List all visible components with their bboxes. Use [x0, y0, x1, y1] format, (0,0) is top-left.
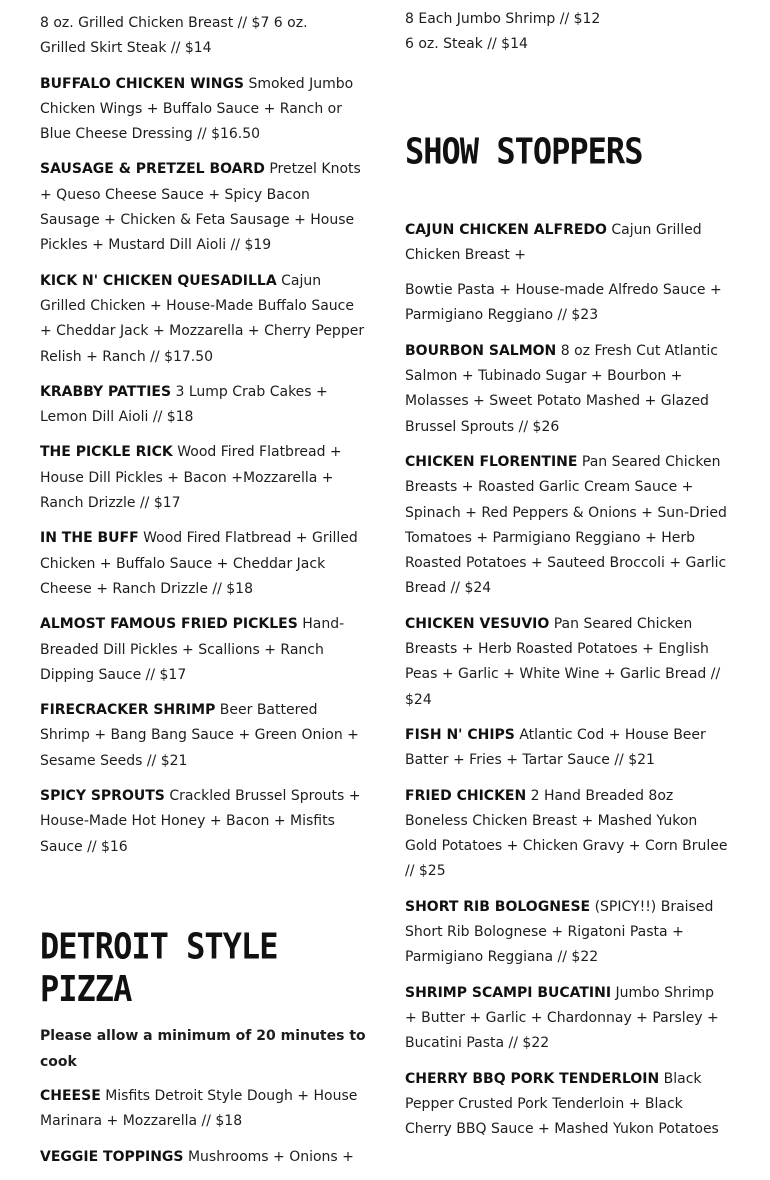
right-column: [405, 7, 730, 1152]
menu-item-chicken-florentine: CHICKEN FLORENTINE Pan Seared Chicken Breasts + Roasted Garlic Cream Sauce + Spinach + Red Peppers & Onions + Sun-Dried Tomatoes + Parmigiano Reggiano + Herb Roasted Potatoes + Sauteed Broccoli + Garlic Bread // $24: [405, 453, 727, 597]
menu-item-spicy-sprouts: SPICY SPROUTS Crackled Brussel Sprouts + House-Made Hot Honey + Bacon + Misfits Sauce // $16: [40, 788, 361, 855]
menu-item-short-rib-bolognese: SHORT RIB BOLOGNESE (SPICY!!) Braised Short Rib Bolognese + Rigatoni Pasta + Parmigiano Reggiana // $22: [405, 898, 714, 966]
menu-item-in-the-buff: IN THE BUFF Wood Fired Flatbread + Grilled Chicken + Buffalo Sauce + Cheddar Jack Cheese + Ranch Drizzle // $18: [40, 530, 358, 597]
show-stoppers-heading: SHOW STOPPERS: [405, 129, 643, 173]
menu-item-fried-chicken: FRIED CHICKEN 2 Hand Breaded 8oz Boneless Chicken Breast + Mashed Yukon Gold Potatoes + Chicken Gravy + Corn Brulee // $25: [405, 787, 728, 880]
menu-item-cajun-chicken-alfredo: CAJUN CHICKEN ALFREDO Cajun Grilled Chicken Breast +: [405, 221, 702, 263]
menu-item-chicken-vesuvio: CHICKEN VESUVIO Pan Seared Chicken Breasts + Herb Roasted Potatoes + English Peas + Garlic + White Wine + Garlic Bread // $24: [405, 615, 721, 708]
menu-item-firecracker-shrimp: FIRECRACKER SHRIMP Beer Battered Shrimp + Bang Bang Sauce + Green Onion + Sesame Seeds // $21: [40, 702, 359, 769]
menu-item-cherry-bbq-pork-tenderloin: CHERRY BBQ PORK TENDERLOIN Black Pepper Crusted Pork Tenderloin + Black Cherry BBQ Sauce + Mashed Yukon Potatoes: [405, 1070, 719, 1138]
pizza-heading: DETROIT STYLE PIZZA: [40, 924, 278, 1011]
left-column: [40, 11, 370, 1180]
menu-item-cajun-chicken-alfredo-cont: Bowtie Pasta + House-made Alfredo Sauce + Parmigiano Reggiano // $23: [405, 282, 722, 324]
menu-item-fried-pickles: ALMOST FAMOUS FRIED PICKLES Hand-Breaded Dill Pickles + Scallions + Ranch Dipping Sauce // $17: [40, 616, 345, 683]
pizza-item-cheese: CHEESE Misfits Detroit Style Dough + House Marinara + Mozzarella // $18: [40, 1087, 358, 1130]
pizza-note: Please allow a minimum of 20 minutes to cook: [40, 1027, 366, 1070]
menu-item-shrimp-scampi-bucatini: SHRIMP SCAMPI BUCATINI Jumbo Shrimp + Butter + Garlic + Chardonnay + Parsley + Bucatini Pasta // $22: [405, 984, 719, 1052]
menu-item-sausage-pretzel-board: SAUSAGE & PRETZEL BOARD Pretzel Knots + Queso Cheese Sauce + Spicy Bacon Sausage + Chicken & Feta Sausage + House Pickles + Mustard Dill Aioli // $19: [40, 161, 361, 254]
menu-item-fish-n-chips: FISH N' CHIPS Atlantic Cod + House Beer Batter + Fries + Tartar Sauce // $21: [405, 726, 706, 769]
menu-item-pickle-rick: THE PICKLE RICK Wood Fired Flatbread + House Dill Pickles + Bacon +Mozzarella + Ranch Drizzle // $17: [40, 444, 342, 512]
menu-item-krabby-patties: KRABBY PATTIES 3 Lump Crab Cakes + Lemon Dill Aioli // $18: [40, 383, 328, 426]
pizza-item-veggie-toppings: VEGGIE TOPPINGS Mushrooms + Onions +: [40, 1148, 354, 1165]
right-top-line: 8 Each Jumbo Shrimp // $12 6 oz. Steak // $14: [405, 11, 601, 53]
left-top-line: 8 oz. Grilled Chicken Breast // $7 6 oz. Grilled Skirt Steak // $14: [40, 15, 308, 57]
menu-item-bourbon-salmon: BOURBON SALMON 8 oz Fresh Cut Atlantic Salmon + Tubinado Sugar + Bourbon + Molasses + Sweet Potato Mashed + Glazed Brussel Sprouts // $26: [405, 342, 718, 435]
menu-item-buffalo-wings: BUFFALO CHICKEN WINGS Smoked Jumbo Chicken Wings + Buffalo Sauce + Ranch or Blue Cheese Dressing // $16.50: [40, 75, 354, 143]
menu-item-kick-n-chicken-quesadilla: KICK N' CHICKEN QUESADILLA Cajun Grilled Chicken + House-Made Buffalo Sauce + Cheddar Jack + Mozzarella + Cherry Pepper Relish + Ranch // $17.50: [40, 272, 365, 365]
